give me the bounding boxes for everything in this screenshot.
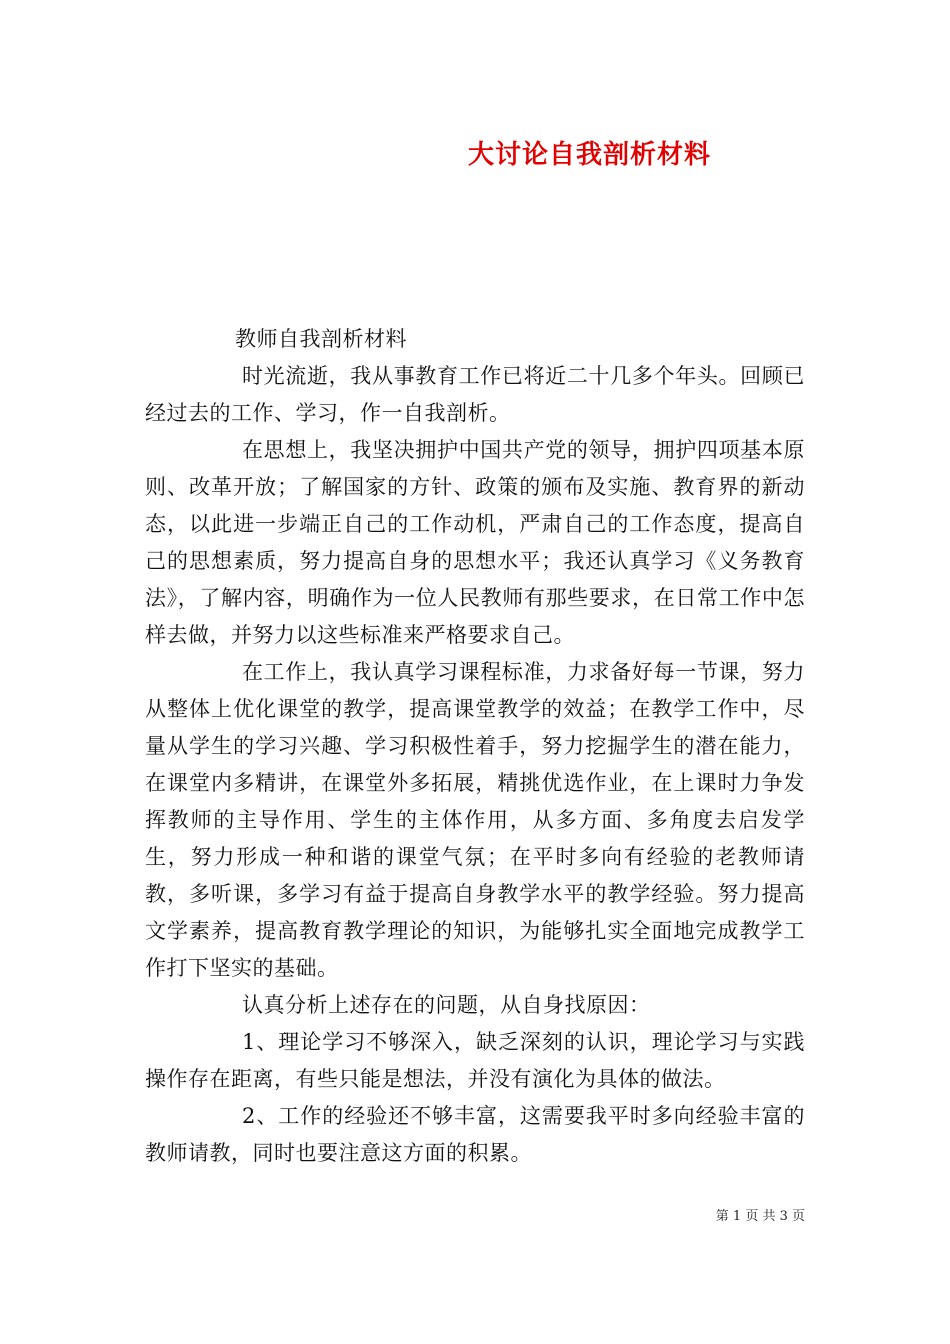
paragraph-intro: 时光流逝，我从事教育工作已将近二十几多个年头。回顾已经过去的工作、学习，作一自我剖析。 [145, 364, 805, 425]
paragraph-thought: 在思想上，我坚决拥护中国共产党的领导，拥护四项基本原则、改革开放；了解国家的方针、政策的颁布及实施、教育界的新动态，以此进一步端正自己的工作动机，严肃自己的工作态度，提高自己的思想素质，努力提高自身的思想水平；我还认真学习《义务教育法》，了解内容，明确作为一位人民教师有那些要求，在日常工作中怎样去做，并努力以这些标准来严格要求自己。 [145, 438, 805, 647]
page-number: 第 1 页 共 3 页 [715, 1209, 805, 1224]
document-title: 大讨论自我剖析材料 [468, 140, 712, 170]
paragraph-work: 在工作上，我认真学习课程标准，力求备好每一节课，努力从整体上优化课堂的教学，提高课堂教学的效益；在教学工作中，尽量从学生的学习兴趣、学习积极性着手，努力挖掘学生的潜在能力，在课堂内多精讲，在课堂外多拓展，精挑优选作业，在上课时力争发挥教师的主导作用、学生的主体作用，从多方面、多角度去启发学生，努力形成一种和谐的课堂气氛；在平时多向有经验的老教师请教，多听课，多学习有益于提高自身教学水平的教学经验。努力提高文学素养，提高教育教学理论的知识，为能够扎实全面地完成教学工作打下坚实的基础。 [145, 660, 805, 980]
document-subtitle: 教师自我剖析材料 [235, 327, 407, 351]
paragraph-analysis: 认真分析上述存在的问题，从自身找原因： [242, 993, 651, 1017]
paragraph-issue-2: 2、工作的经验还不够丰富，这需要我平时多向经验丰富的教师请教，同时也要注意这方面的积累。 [145, 1104, 805, 1165]
document-body [145, 321, 805, 1172]
paragraph-issue-1: 1、理论学习不够深入，缺乏深刻的认识，理论学习与实践操作存在距离，有些只能是想法，并没有演化为具体的做法。 [145, 1030, 805, 1091]
